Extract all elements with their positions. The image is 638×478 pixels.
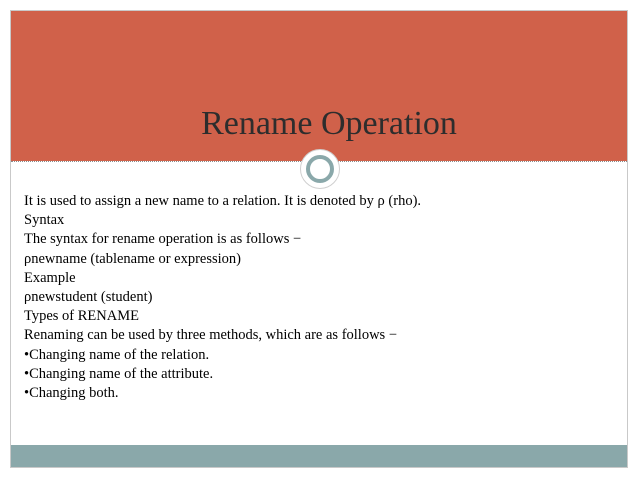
slide [10, 10, 628, 468]
body-line: Example [24, 269, 76, 286]
bullet-item: •Changing name of the attribute. [24, 365, 214, 382]
slide-title: Rename Operation [201, 105, 457, 142]
body-line: Renaming can be used by three methods, which are as follows − [24, 327, 397, 344]
body-line: The syntax for rename operation is as follows − [24, 231, 302, 248]
body-line: ρnewname (tablename or expression) [24, 250, 241, 267]
bullet-item: •Changing name of the relation. [24, 346, 210, 363]
bullet-item: •Changing both. [24, 385, 119, 402]
slide-body [24, 192, 614, 403]
body-line: ρnewstudent (student) [24, 289, 153, 306]
body-line: Types of RENAME [24, 308, 139, 325]
body-line: It is used to assign a new name to a relation. It is denoted by ρ (rho). [24, 193, 422, 209]
slide-footer-band [11, 445, 627, 467]
ring-ornament-inner [306, 155, 334, 183]
slide-header-band [11, 11, 627, 161]
ring-ornament-icon [300, 149, 340, 189]
body-line: Syntax [24, 212, 65, 229]
